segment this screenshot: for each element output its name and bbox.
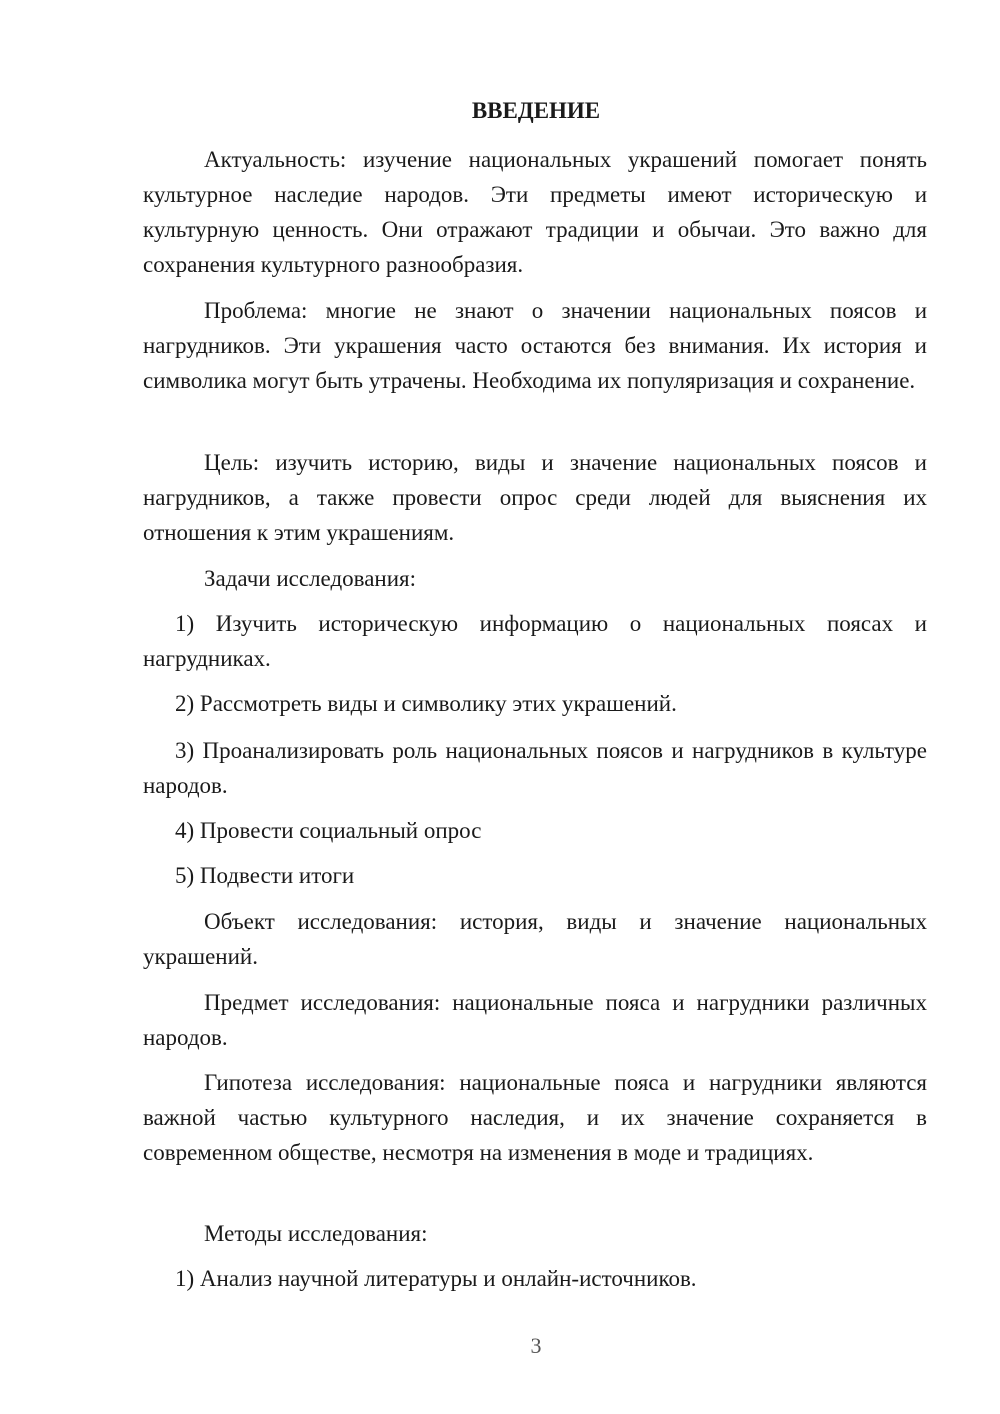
task-item-2: 2) Рассмотреть виды и символику этих украшений. xyxy=(175,691,677,716)
subject-paragraph: Предмет исследования: национальные пояса и нагрудники различных народов. xyxy=(143,990,927,1050)
task-item-1: 1) Изучить историческую информацию о национальных поясах и нагрудниках. xyxy=(143,611,927,671)
relevance-paragraph: Актуальность: изучение национальных украшений помогает понять культурное наследие народов. Эти предметы имеют историческую и культурную ценность. Они отражают традиции и обычаи. Это важно для сохранения культурного разнообразия. xyxy=(143,147,927,277)
object-paragraph: Объект исследования: история, виды и значение национальных украшений. xyxy=(143,909,927,969)
task-item-3: 3) Проанализировать роль национальных поясов и нагрудников в культуре народов. xyxy=(143,738,927,798)
goal-paragraph: Цель: изучить историю, виды и значение национальных поясов и нагрудников, а также провести опрос среди людей для выяснения их отношения к этим украшениям. xyxy=(143,450,927,545)
tasks-heading: Задачи исследования: xyxy=(204,566,417,591)
task-item-4: 4) Провести социальный опрос xyxy=(175,818,482,843)
hypothesis-paragraph: Гипотеза исследования: национальные пояса и нагрудники являются важной частью культурного наследия, и их значение сохраняется в современном обществе, несмотря на изменения в моде и традициях. xyxy=(143,1070,927,1165)
methods-heading: Методы исследования: xyxy=(204,1221,428,1246)
method-item-1: 1) Анализ научной литературы и онлайн-источников. xyxy=(175,1266,697,1291)
page-title: ВВЕДЕНИЕ xyxy=(471,98,601,123)
page-number: 3 xyxy=(530,1333,542,1358)
task-item-5: 5) Подвести итоги xyxy=(175,863,355,888)
problem-paragraph: Проблема: многие не знают о значении национальных поясов и нагрудников. Эти украшения часто остаются без внимания. Их история и символика могут быть утрачены. Необходима их популяризация и сохранение. xyxy=(143,298,927,393)
